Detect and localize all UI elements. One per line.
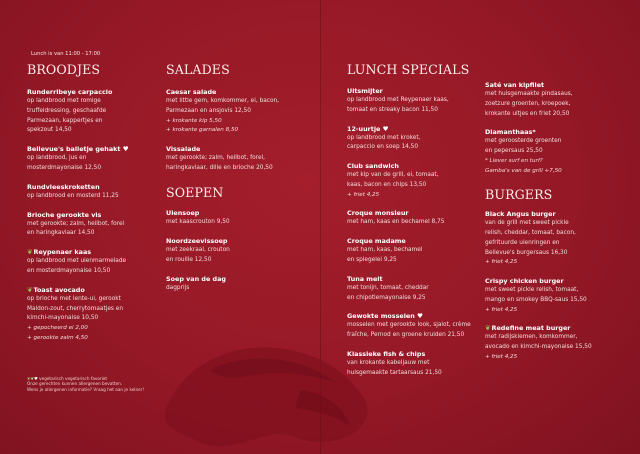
item-desc: met geroosterde groenten xyxy=(485,138,562,145)
leaf-icon: ❦ xyxy=(27,285,33,294)
item-desc: kaas, bacon en chips 13,50 xyxy=(347,181,427,188)
item-desc: truffeldressing, geschaafde xyxy=(27,107,107,114)
item-extra: + friet 4,25 xyxy=(485,306,518,313)
item-name xyxy=(27,285,157,295)
menu-item xyxy=(347,274,487,304)
item-desc: en chipotlemayonaise 9,25 xyxy=(347,294,426,301)
item-desc: mosselen met gerookte look, sjalot, crème xyxy=(347,322,471,329)
broodjes-section xyxy=(27,62,157,343)
item-name-text: Redefine meat burger xyxy=(491,324,571,333)
item-name: Vissalade xyxy=(166,144,201,153)
item-extra: + gerookte zalm 4,50 xyxy=(27,334,88,341)
item-desc: met gerookte; zalm, heilbot, forel, xyxy=(166,154,265,161)
item-desc: met little gem, komkommer, ei, bacon, xyxy=(166,98,280,104)
item-desc: met ham, kaas en bechamel 8,75 xyxy=(347,219,445,226)
item-name xyxy=(27,144,157,154)
menu-item xyxy=(27,144,157,174)
item-desc: tomaat en streaky bacon 11,50 xyxy=(347,106,438,113)
item-name: Soep van de dag xyxy=(166,274,226,283)
allergen-info-note: Wens je allergenen informatie? Vraag het aan je kelner! xyxy=(27,386,145,392)
item-extra: + friet 4,25 xyxy=(347,191,380,198)
item-desc: fraîche, Pernod en groene kruiden 21,50 xyxy=(347,332,465,339)
item-desc: op landbrood, jus en xyxy=(27,155,87,162)
item-desc: relish, cheddar, tomaat, bacon, xyxy=(485,229,576,236)
item-desc: Maldon-zout, cherrytomaatjes en xyxy=(27,305,124,312)
item-desc: haringkaviaar, dille en brioche 20,50 xyxy=(166,164,273,171)
item-name: Black Angus burger xyxy=(485,210,556,219)
item-desc: met tonijn, tomaat, cheddar xyxy=(347,284,429,291)
item-name-text: Bellevue's balletje gehakt xyxy=(27,145,121,154)
item-extra: + krokante kip 5,50 xyxy=(166,117,222,124)
item-desc: met kaascrouton 9,50 xyxy=(166,219,230,226)
lunch-hours: Lunch is van 11:00 - 17:00 xyxy=(31,51,101,57)
item-desc: op landbrood met uienmarmelade xyxy=(27,258,127,265)
item-desc: Parmezaan, kappertjes en xyxy=(27,117,103,124)
menu-item xyxy=(166,144,316,174)
item-desc: op brioche met lente-ui, gerookt xyxy=(27,295,121,302)
item-desc: carpaccio en soep 14,50 xyxy=(347,144,419,151)
item-desc: en rouille 12,50 xyxy=(166,256,212,263)
item-desc: met huisgemaakte pindasaus, xyxy=(485,91,573,97)
legend-text: vegetarisch vegetarisch favoriet xyxy=(39,376,108,381)
right-column xyxy=(485,80,635,362)
item-extra: + friet 4,25 xyxy=(485,353,518,360)
menu-item xyxy=(485,323,635,362)
item-desc: op landbrood met kroket, xyxy=(347,134,421,141)
item-name-text: 12-uurtje xyxy=(347,124,381,133)
menu-item xyxy=(166,87,316,136)
menu-item xyxy=(485,80,635,119)
heart-icon: ♥ xyxy=(417,312,423,321)
item-extra: + krokante garnalen 8,50 xyxy=(166,127,239,134)
leaf-icon: ❦ xyxy=(27,248,33,257)
item-desc: gefrituurde uienringen en xyxy=(485,239,560,246)
item-name: Saté van kipfilet xyxy=(485,81,545,89)
item-desc: en mosterdmayonaise 10,50 xyxy=(27,267,111,274)
item-name-text: Gewokte mosselen xyxy=(347,312,415,321)
item-name xyxy=(347,311,487,321)
item-name: Runderribeye carpaccio xyxy=(27,88,113,96)
item-name: Club sandwich xyxy=(347,162,399,171)
menu-item xyxy=(27,87,157,136)
lunch-specials-title: LUNCH SPECIALS xyxy=(347,62,470,77)
menu-item xyxy=(485,276,635,315)
item-desc: en spiegelei 9,25 xyxy=(347,256,397,263)
menu-item xyxy=(347,124,487,154)
item-desc: spekzout 14,50 xyxy=(27,127,72,134)
item-desc: krokante uitjes en friet 20,50 xyxy=(485,110,570,117)
leaf-icon: ❦ xyxy=(485,324,491,333)
menu-item xyxy=(485,209,635,268)
allergen-note: Onze gerechten kunnen allergenen bevatten. xyxy=(27,381,123,387)
item-name-text: Toast avocado xyxy=(33,285,85,294)
item-desc: op landbrood met Reypenaer kaas, xyxy=(347,97,449,103)
menu-item xyxy=(485,127,635,176)
vegan-leaf-icon: ❦ xyxy=(27,376,31,381)
item-desc: op landbrood met romige xyxy=(27,98,101,104)
item-name: Brioche gerookte vis xyxy=(27,210,102,219)
item-desc: met sweet pickle relish, tomaat, xyxy=(485,286,579,293)
item-desc: en pepersaus 25,50 xyxy=(485,148,543,155)
item-desc: met zeekraal, crouton xyxy=(166,247,230,254)
item-desc: avocado en kimchi-mayonaise 15,50 xyxy=(485,343,592,350)
item-name: Caesar salade xyxy=(166,88,217,96)
menu-item xyxy=(347,236,487,266)
item-name-text: Reypenaer kaas xyxy=(33,248,92,257)
item-extra: * Liever surf en turf? xyxy=(485,157,543,164)
item-name: Croque monsieur xyxy=(347,209,409,218)
legend xyxy=(27,376,144,392)
heart-icon: ♥ xyxy=(382,124,389,133)
broodjes-title: BROODJES xyxy=(27,62,101,77)
item-name xyxy=(347,124,487,134)
item-name: Rundvleeskroketten xyxy=(27,182,100,191)
item-desc: zoetzure groenten, kroepoek, xyxy=(485,100,571,107)
item-extra: + friet 4,25 xyxy=(485,259,518,266)
menu-item xyxy=(347,161,487,200)
soepen-title: SOEPEN xyxy=(166,185,224,201)
item-desc: huisgemaakte tartaarsaus 21,50 xyxy=(347,369,442,376)
item-name: Klassieke fish & chips xyxy=(347,349,426,358)
item-desc: Parmezaan en ansjovis 12,50 xyxy=(166,107,251,114)
item-desc: kimchi-mayonaise 10,50 xyxy=(27,315,99,322)
item-desc: van de grill met sweet pickle xyxy=(485,220,569,227)
menu-item xyxy=(27,182,157,202)
item-desc: met radijskiemen, komkommer, xyxy=(485,334,578,341)
item-desc: op landbrood en mosterd 11,25 xyxy=(27,192,119,199)
menu-item xyxy=(27,210,157,240)
menu-item xyxy=(347,208,487,228)
item-name: Diamanthaas* xyxy=(485,128,536,137)
item-name: Croque madame xyxy=(347,237,406,246)
lunch-specials-section xyxy=(347,62,487,379)
menu-item xyxy=(166,236,316,266)
item-name: Crispy chicken burger xyxy=(485,276,564,285)
item-name: Uitsmijter xyxy=(347,87,383,95)
menu-item xyxy=(347,311,487,341)
menu-item xyxy=(27,247,157,277)
item-desc: met kip van de grill, ei, tomaat, xyxy=(347,172,439,179)
favorite-heart-icon: ♥ xyxy=(34,376,38,381)
menu-item xyxy=(27,285,157,344)
item-name: Noordzeevissoep xyxy=(166,237,228,246)
burgers-title: BURGERS xyxy=(485,187,553,203)
salades-title: SALADES xyxy=(166,62,230,77)
item-extra: + gepocheerd ei 2,00 xyxy=(27,325,88,332)
item-desc: mango en smokey BBQ-saus 15,50 xyxy=(485,296,587,303)
item-desc: van krokante kabeljauw met xyxy=(347,359,430,366)
item-name xyxy=(485,323,635,333)
item-desc: dagprijs xyxy=(166,284,190,291)
menu-item xyxy=(347,86,487,116)
item-extra: Gamba's van de grill +7,50 xyxy=(485,167,562,174)
salades-section xyxy=(166,62,316,294)
item-desc: met gerookte; zalm, heilbot, forel xyxy=(27,220,125,227)
menu-item xyxy=(166,274,316,294)
item-name: Uiensoep xyxy=(166,209,200,218)
item-name: Tuna melt xyxy=(347,274,383,283)
heart-icon: ♥ xyxy=(122,145,129,154)
vegetarian-leaf-icon: ❦ xyxy=(30,376,35,381)
menu-item xyxy=(166,208,316,228)
item-desc: en haringkaviaar 14,50 xyxy=(27,230,95,237)
item-desc: Bellevue's burgersaus 16,30 xyxy=(485,249,568,256)
menu-item xyxy=(347,349,487,379)
item-desc: mosterdmayonaise 12,50 xyxy=(27,164,102,171)
item-desc: met ham, kaas, bechamel xyxy=(347,247,423,254)
item-name xyxy=(27,247,157,257)
